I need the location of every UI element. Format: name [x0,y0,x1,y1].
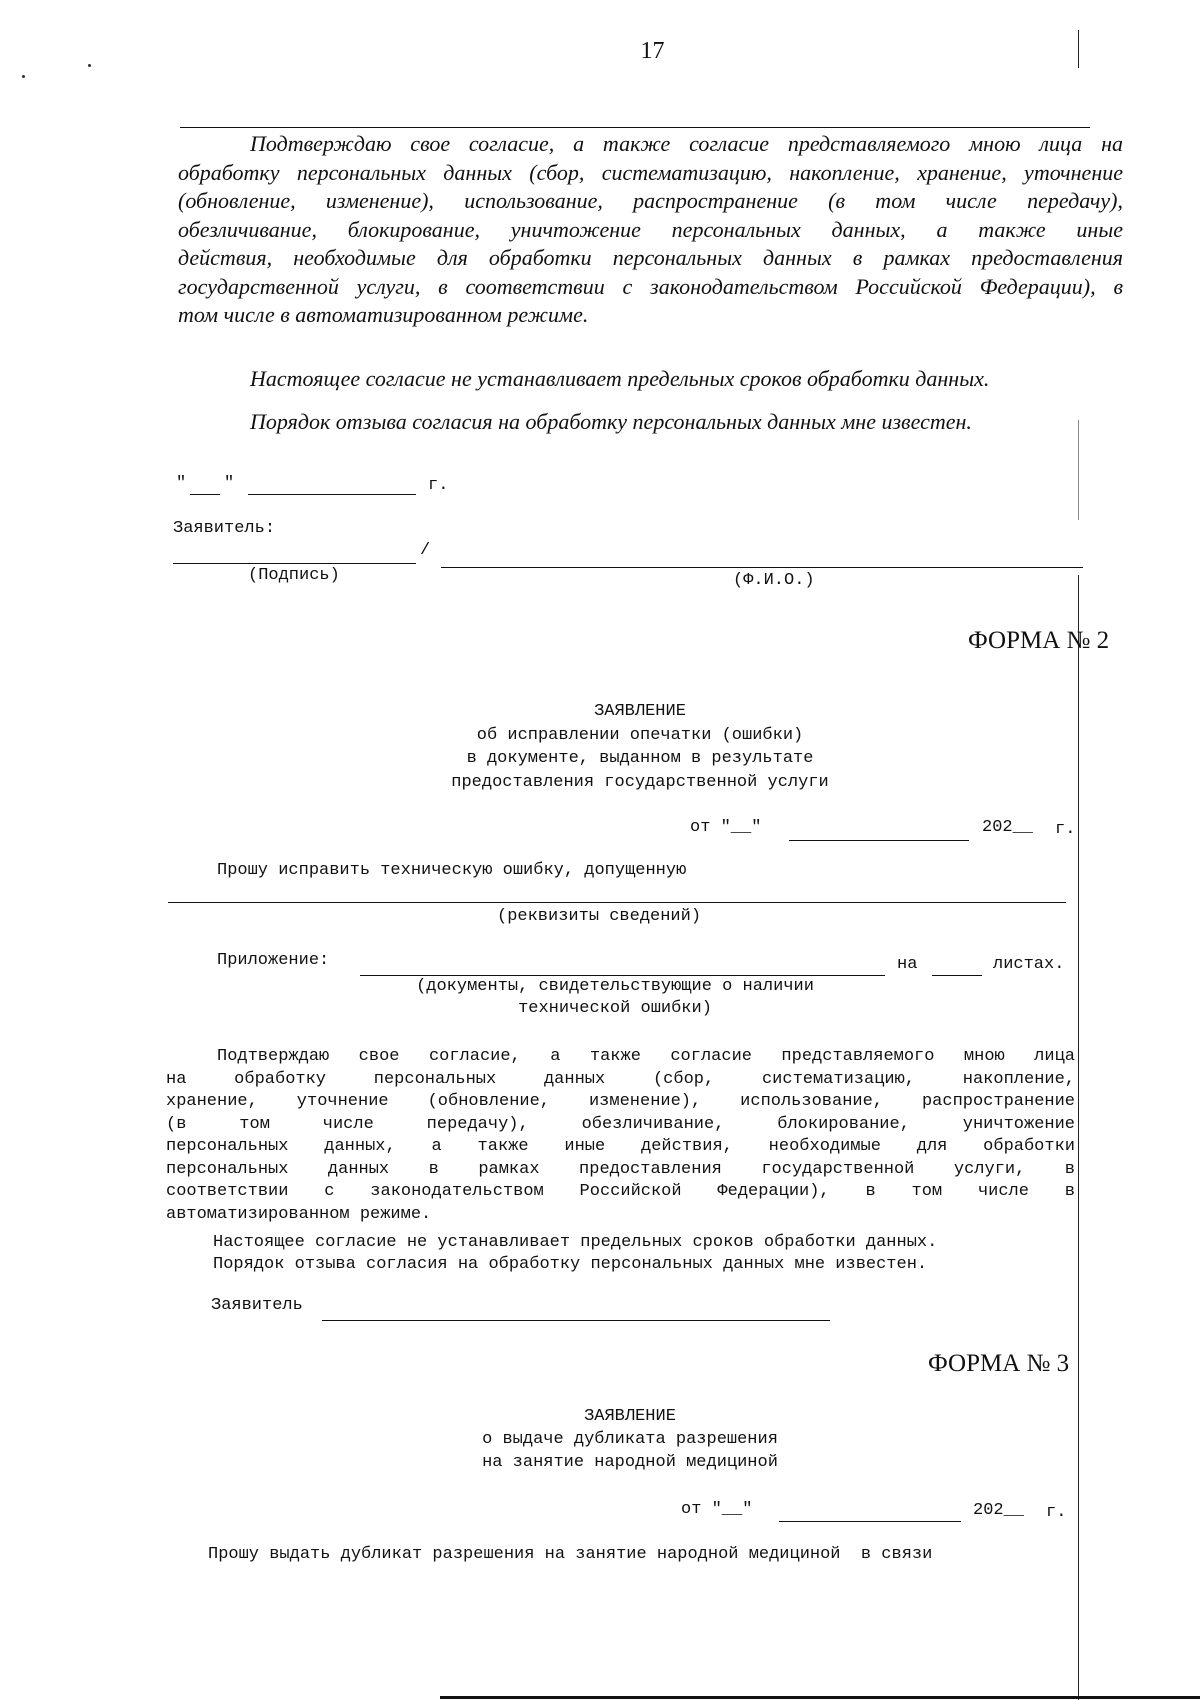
fio-line[interactable] [441,567,1083,568]
form-2-consent-line: на обработку персональных данных (сбор, систематизацию, накопление, [166,1069,1075,1089]
form-2-date-year: 202__ [982,818,1034,837]
form-3-date-month-line[interactable] [779,1521,961,1522]
form-2-consent-line: соответствии с законодательством Российской Федерации), в том числе в [166,1182,1075,1201]
form-2-consent-line: (в том числе передачу), обезличивание, блокирование, уничтожение [166,1114,1075,1134]
form-2-revocation: Порядок отзыва согласия на обработку персональных данных мне известен. [213,1255,928,1274]
form-3-date-prefix: от "__" [681,1500,753,1519]
scan-edge-line [1078,575,1079,1700]
form-3-title-line: на занятие народной медициной [482,1453,778,1472]
consent-italic-line: (обновление, изменение), использование, распространение (в том числе передачу), [178,188,1123,213]
top-rule [180,127,1090,128]
form-2-no-limit: Настоящее согласие не устанавливает предельных сроков обработки данных. [213,1233,938,1252]
form-3-title-line: ЗАЯВЛЕНИЕ [584,1407,676,1426]
consent-italic-paragraph [178,130,1123,330]
form-2-details-caption: (реквизиты сведений) [497,907,702,926]
page-number: 17 [640,38,665,64]
form-3-request: Прошу выдать дубликат разрешения на занятие народной медициной в связи [208,1545,933,1564]
consent-italic-line: государственной услуги, в соответствии с законодательством Российской Федерации), в [178,273,1123,299]
form-2-attachment-caption-line: технической ошибки) [518,999,712,1018]
form-2-title [310,700,970,794]
form-2-title-line: об исправлении опечатки (ошибки) [476,725,804,745]
form-2-sheets-count-line[interactable] [932,975,982,976]
form-2-consent-paragraph [166,1046,1075,1226]
date-day-line[interactable] [190,494,220,495]
form-2-attachment-caption-line: (документы, свидетельствующие о наличии [416,977,814,996]
signature-caption: (Подпись) [248,566,340,585]
form-2-request: Прошу исправить техническую ошибку, допущенную [217,861,687,880]
form-2-date-month-line[interactable] [789,840,969,841]
scan-dot [22,75,25,78]
scan-edge-line [1078,420,1079,520]
consent-italic-line: действия, необходимые для обработки персональных данных в рамках предоставления [178,245,1123,270]
form-2-date-suffix: г. [1055,820,1076,839]
form-3-date-year: 202__ [973,1501,1025,1520]
form-2-title-line: ЗАЯВЛЕНИЕ [594,702,686,721]
consent-italic-line: Подтверждаю свое согласие, а также согласие представляемого мною лица на [250,131,1123,156]
consent-italic-line: обработку персональных данных (сбор, систематизацию, накопление, хранение, уточнение [178,159,1123,185]
signature-slash: / [420,541,431,560]
form-2-date-prefix: от "__" [690,818,762,837]
date-year-suffix: г. [428,476,449,495]
consent-no-limit: Настоящее согласие не устанавливает предельных сроков обработки данных. [250,366,990,391]
form-2-consent-line: автоматизированном режиме. [166,1204,432,1224]
form-2-sheets-label: листах. [993,955,1065,974]
signature-line[interactable] [173,563,416,564]
fio-caption: (Ф.И.О.) [733,571,815,590]
form-2-applicant-line[interactable] [322,1320,830,1321]
consent-italic-line: обезличивание, блокирование, уничтожение персональных данных, а также иные [178,216,1123,242]
applicant-label: Заявитель: [173,519,276,538]
form-2-on-label: на [897,955,918,974]
form-2-attachment-label: Приложение: [217,951,330,970]
date-month-line[interactable] [248,494,416,495]
date-quote-close: " [224,474,235,493]
form-3-label: ФОРМА № 3 [928,1350,1070,1377]
date-quote-open: " [176,474,187,493]
form-2-consent-line: персональных данных в рамках предоставления государственной услуги, в [166,1159,1075,1179]
form-2-consent-line: Подтверждаю свое согласие, а также согласие представляемого мною лица [217,1047,1075,1066]
form-3-title-line: о выдаче дубликата разрешения [482,1430,778,1449]
form-2-applicant-label: Заявитель [211,1296,303,1315]
form-2-consent-line: персональных данных, а также иные действия, необходимые для обработки [166,1137,1075,1156]
consent-revocation: Порядок отзыва согласия на обработку персональных данных мне известен. [250,409,972,434]
scan-bottom-edge [440,1696,1200,1699]
form-2-label: ФОРМА № 2 [968,627,1110,654]
form-3-title [300,1405,960,1474]
form-2-title-line: в документе, выданном в результате [466,749,814,768]
form-2-consent-line: хранение, уточнение (обновление, изменение), использование, распространение [166,1092,1075,1111]
consent-italic-line: том числе в автоматизированном режиме. [178,302,589,327]
form-2-details-line[interactable] [168,902,1066,903]
form-3-date-suffix: г. [1046,1503,1067,1522]
form-2-title-line: предоставления государственной услуги [451,772,829,792]
form-2-attachment-caption [340,976,890,1020]
